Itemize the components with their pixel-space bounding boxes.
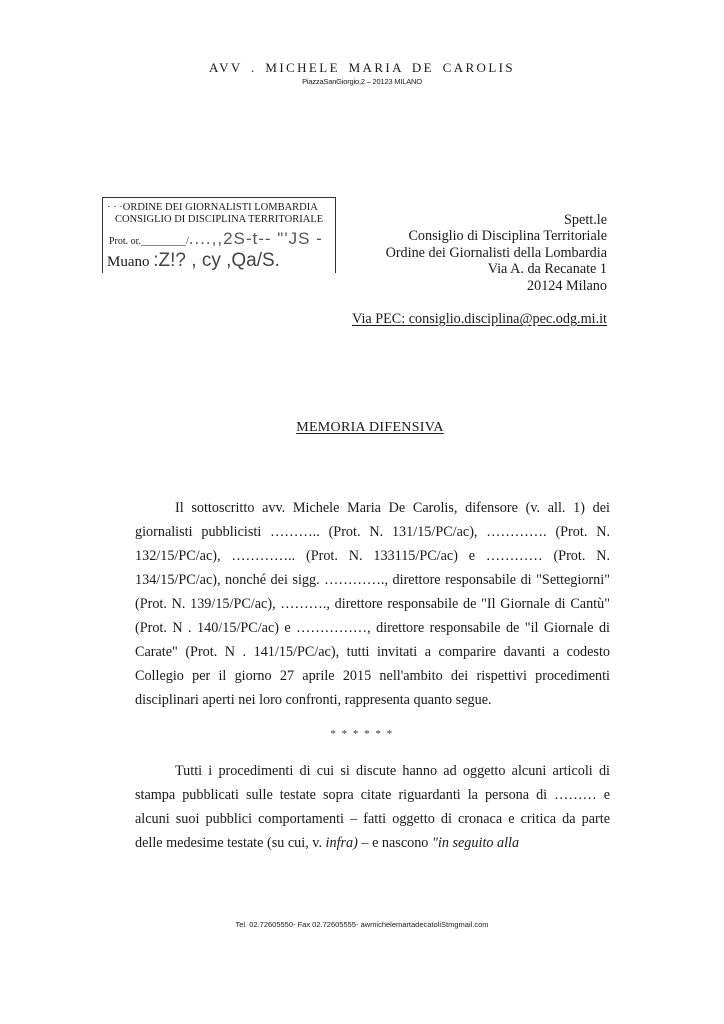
footer-contact: Tel. 02.72605550- Fax 02.72605555- awmichelemartadecatoliStmgmail.com	[235, 920, 489, 929]
stamp-prot-handwritten: ....,,2S-t-- "'JS -	[188, 229, 323, 248]
addressee-line: Spett.le	[564, 212, 607, 228]
addressee-line: Ordine dei Giornalisti della Lombardia	[385, 244, 607, 261]
protocol-stamp	[102, 197, 336, 273]
paragraph-2-infra: infra)	[325, 835, 358, 851]
paragraph-2-tail: – e nascono	[357, 835, 432, 851]
addressee-line: Consiglio di Disciplina Territoriale	[408, 228, 607, 245]
stamp-prot-blank: _________/	[140, 236, 189, 247]
paragraph-2-quote: "in seguito alla	[431, 835, 520, 851]
addressee-block	[386, 212, 607, 294]
stamp-line-order: · · ·ORDINE DEI GIORNALISTI LOMBARDIA	[107, 202, 318, 213]
body-paragraph-1: Il sottoscritto avv. Michele Maria De Carolis, difensore (v. all. 1) dei giornalisti pubblicisti ……….. (Prot. N. 131/15/PC/ac), …………. (Prot. N. 132/15/PC/ac), ………….. (Prot. N. 133115/PC/ac) e ………… (Prot. N. 134/15/PC/ac), nonché dei sigg. …………., direttore responsabile di "Settegiorni" (Prot. N. 139/15/PC/ac), ………., direttore responsabile de "Il Giornale di Cantù" (Prot. N . 140/15/PC/ac) e ……………, direttore responsabile de "il Giornale di Carate" (Prot. N . 141/15/PC/ac), tutti invitati a comparire davanti a codesto Collegio per il giorno 27 aprile 2015 nell'ambito dei rispettivi procedimenti disciplinari aperti nei loro confronti, rappresenta quanto segue.	[135, 500, 610, 708]
stamp-city-handwritten: :Z!? , cy ,Qa/S.	[153, 250, 280, 271]
paragraph-2-text: Tutti i procedimenti di cui si discute hanno ad oggetto alcuni articoli di stampa pubblicati sulle testate sopra citate riguardanti la persona di ……… e alcuni suoi pubblici comportamenti – fatti oggetto di cronaca e critica da parte delle medesime testate (su cui, v.	[135, 763, 610, 851]
addressee-line: 20124 Milano	[527, 277, 607, 294]
stamp-city-label: Muano	[107, 254, 150, 270]
stamp-prot-label: Prot. or.	[109, 236, 141, 247]
addressee-line: Via A. da Recanate 1	[487, 261, 607, 278]
letterhead-address: PiazzaSanGiorgio,2 – 20123 MILANO	[302, 77, 422, 86]
letterhead-name: AVV . MICHELE MARIA DE CAROLIS	[208, 60, 516, 75]
stamp-city-line	[107, 250, 280, 272]
stamp-protocol-line	[109, 229, 323, 249]
body-paragraph-2	[135, 759, 610, 855]
pec-address: Via PEC: consiglio.disciplina@pec.odg.mi.it	[352, 311, 607, 327]
document-title: MEMORIA DIFENSIVA	[296, 420, 444, 435]
stamp-line-council: CONSIGLIO DI DISCIPLINA TERRITORIALE	[115, 214, 324, 225]
section-separator: * * * * * *	[330, 728, 394, 740]
